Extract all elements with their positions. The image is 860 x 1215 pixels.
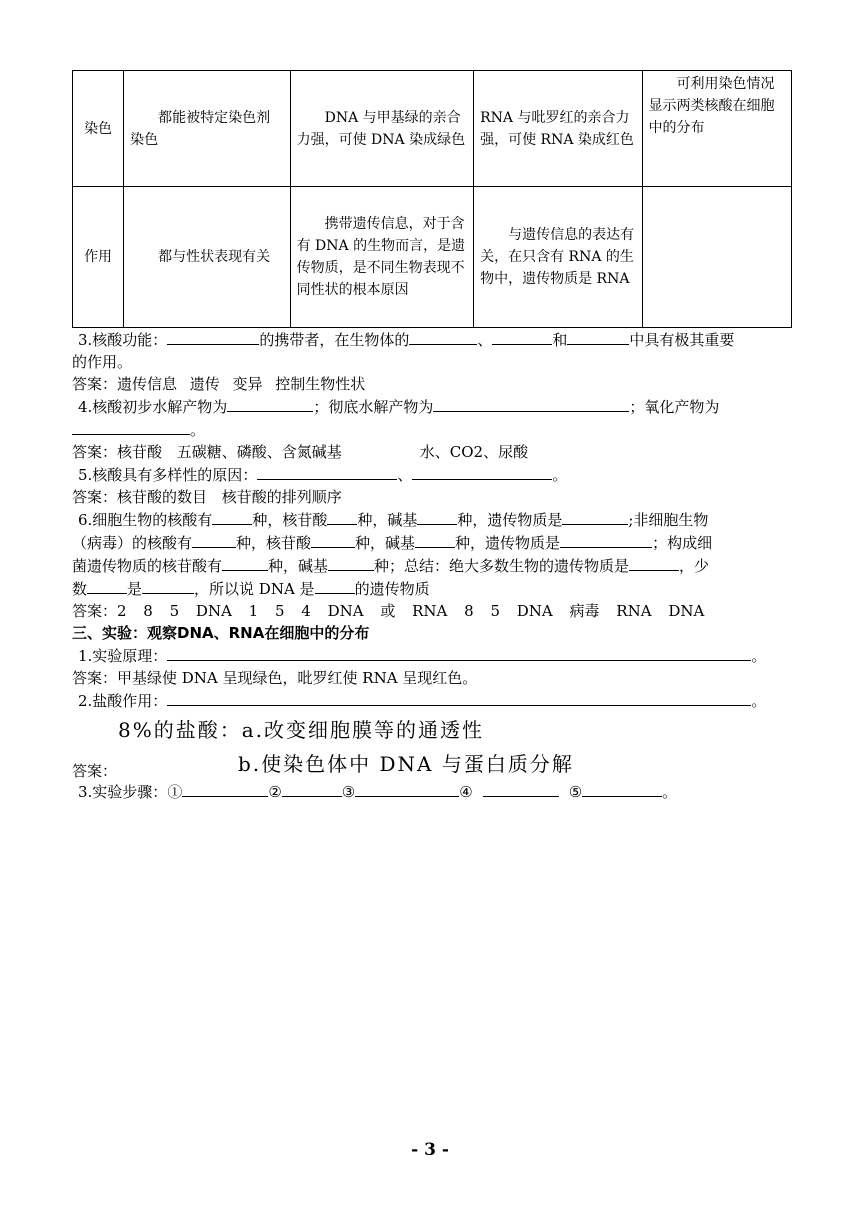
q6-text: 种，碱基 [268,557,329,575]
q3-line2: 的作用。 [72,353,133,371]
dna-text: 携带遗传信息，对于含有 DNA 的生物而言，是遗传物质，是不同生物表现不同性状的根本原因 [296,216,466,298]
steps-line [78,780,792,803]
q4-blank-3[interactable] [72,418,190,435]
q6-text: ;非细胞生物 [628,511,709,529]
q6-text: ；构成细 [652,534,713,552]
q6-text: 种，遗传物质是 [457,511,563,529]
q4-line2 [72,418,792,441]
q6-blank[interactable] [192,531,236,548]
q6-blank[interactable] [315,577,355,594]
q6-text: 种，核苷酸 [252,511,328,529]
q6-text: 菌遗传物质的核苷酸有 [72,557,223,575]
q6-text: ，少 [679,557,710,575]
q6-blank[interactable] [327,508,357,525]
principle-blank[interactable] [167,644,751,661]
principle-label: 1.实验原理： [78,647,168,665]
dna-cell [290,187,474,328]
q4-answer [72,441,792,463]
q6-blank[interactable] [212,508,252,525]
q4-line1 [78,395,792,418]
row-label: 作用 [73,187,124,328]
q6-text: 种，碱基 [357,511,418,529]
q4-answer-a: 答案：核苷酸 五碳糖、磷酸、含氮碱基 [72,443,342,461]
dna-text: DNA 与甲基绿的亲合力强，可使 DNA 染成绿色 [296,109,466,148]
q4-text: 4.核酸初步水解产物为 [78,398,228,416]
q4-answer-b: 水、CO2、尿酸 [419,443,529,461]
rna-text: 与遗传信息的表达有关，在只含有 RNA 的生物中，遗传物质是 RNA [480,227,635,287]
steps-end: 。 [662,783,678,801]
page-content [72,70,792,803]
q4-text: ；彻底水解产物为 [313,398,434,416]
hcl-label: 2.盐酸作用： [78,692,168,710]
step-3-blank[interactable] [355,780,459,797]
q6-text: 种，核苷酸 [236,534,312,552]
q3-blank-1[interactable] [167,328,259,345]
q6-text: 数 [72,580,88,598]
q6-answer: 答案：2 8 5 DNA 1 5 4 DNA 或 RNA 8 5 DNA 病毒 RNA DNA [72,602,705,620]
steps-label: 3.实验步骤： [78,783,168,801]
principle-end: 。 [751,647,767,665]
q6-text: 6.细胞生物的核酸有 [78,511,213,529]
q5-text: 5.核酸具有多样性的原因： [78,466,258,484]
q6-blank[interactable] [311,531,355,548]
section-heading: 三、实验：观察DNA、RNA在细胞中的分布 [72,624,370,642]
q3-answer: 答案：遗传信息 遗传 变异 控制生物性状 [72,375,366,393]
q4-text: 。 [190,421,206,439]
hcl-answer-block [72,712,792,780]
note-cell [642,187,791,328]
note-text: 可利用染色情况显示两类核酸在细胞中的分布 [648,76,775,136]
q6-text: 是 [127,580,143,598]
table-row [73,187,792,328]
q6-text: 种，碱基 [355,534,416,552]
q3-text: 的携带者，在生物体的 [259,331,410,349]
q3-text: 3.核酸功能： [78,331,168,349]
q6-blank[interactable] [560,531,652,548]
step-4-blank[interactable] [483,780,559,797]
step-1-marker: ① [167,783,183,801]
step-3-marker: ③ [341,783,356,801]
q6-blank[interactable] [415,531,455,548]
q6-blank[interactable] [328,554,374,571]
dna-cell [290,71,474,187]
hcl-end: 。 [751,692,767,710]
q4-blank-2[interactable] [433,395,629,412]
hcl-blank[interactable] [167,689,751,706]
row-label: 染色 [73,71,124,187]
common-cell: 都能被特定染色剂染色 [124,71,290,187]
q3-text: 中具有极其重要 [629,331,735,349]
step-2-marker: ② [268,783,282,801]
q5-text: 。 [552,466,568,484]
page-number: - 3 - [411,1140,449,1160]
q3-text: 和 [552,331,568,349]
q5-blank-1[interactable] [257,463,397,480]
q6-text: 的遗传物质 [354,580,430,598]
step-5-blank[interactable] [582,780,662,797]
q6-text: ，所以说 DNA 是 [194,580,315,598]
common-cell: 都与性状表现有关 [124,187,290,328]
hcl-answer-b: b.使染色体中 DNA 与蛋白质分解 [238,752,574,776]
q6-text: 种，遗传物质是 [455,534,561,552]
q6-line3 [72,554,792,577]
rna-cell [474,187,642,328]
q3-blank-4[interactable] [567,328,629,345]
principle-line [78,644,792,667]
q6-blank[interactable] [142,577,194,594]
q3-text: 、 [477,331,493,349]
step-4-marker: ④ [459,783,473,801]
hcl-answer-a: 8%的盐酸：a.改变细胞膜等的通透性 [118,718,485,742]
note-cell [642,71,791,187]
q6-blank[interactable] [562,508,628,525]
table-row [73,71,792,187]
answer-label: 答案： [72,762,118,780]
rna-cell [474,71,642,187]
q6-blank[interactable] [629,554,679,571]
step-1-blank[interactable] [182,780,268,797]
step-2-blank[interactable] [282,780,342,797]
q6-blank[interactable] [417,508,457,525]
q3-line1 [78,328,792,351]
q3-blank-2[interactable] [409,328,477,345]
q5-blank-2[interactable] [412,463,552,480]
principle-answer: 答案：甲基绿使 DNA 呈现绿色，吡罗红使 RNA 呈现红色。 [72,669,478,687]
q6-blank[interactable] [222,554,268,571]
q6-line2 [72,531,792,554]
q6-text: 种；总结：绝大多数生物的遗传物质是 [374,557,630,575]
q3-blank-3[interactable] [492,328,552,345]
q5-line [78,463,792,486]
q4-text: ；氧化产物为 [629,398,720,416]
q4-blank-1[interactable] [227,395,313,412]
q6-line1 [78,508,792,531]
q5-text: 、 [397,466,413,484]
q6-text: （病毒）的核酸有 [72,534,193,552]
hcl-line [78,689,792,712]
q5-answer: 答案：核苷酸的数目 核苷酸的排列顺序 [72,488,342,506]
rna-text: RNA 与吡罗红的亲合力强，可使 RNA 染成红色 [480,109,634,148]
step-5-marker: ⑤ [568,783,583,801]
nucleic-acid-comparison-table [72,70,792,328]
q6-blank[interactable] [87,577,127,594]
q6-line4 [72,577,792,600]
